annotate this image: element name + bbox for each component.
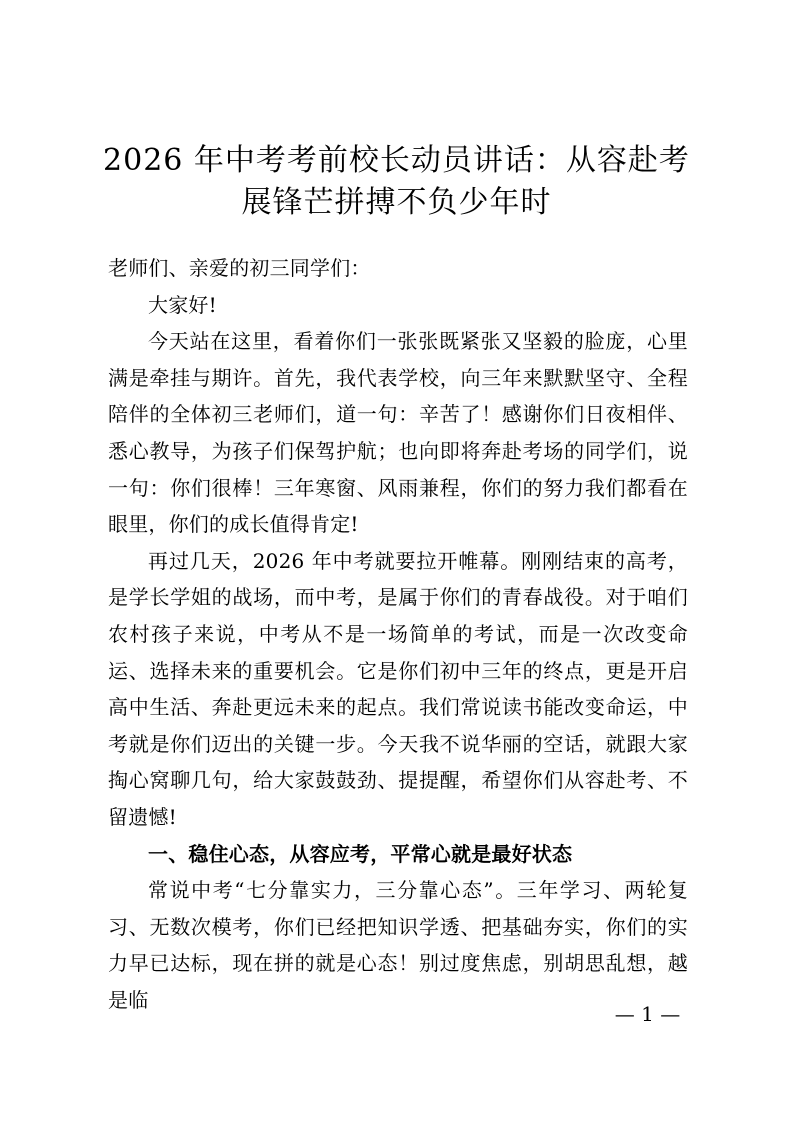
page-number: — 1 — xyxy=(614,1002,681,1026)
greeting: 大家好! xyxy=(148,292,217,317)
body-paragraph-2: 再过几天，2026 年中考就要拉开帷幕。刚刚结束的高考，是学长学姐的战场，而中考，是属于你们的青春战役。对于咱们农村孩子来说，中考从不是一场简单的考试，而是一次改变命运、选择未来的重要机会。它是你们初中三年的终点，更是开启高中生活、奔赴更远未来的起点。我们常说读书能改变命运，中考就是你们迈出的关键一步。今天我不说华丽的空话，就跟大家掏心窝聊几句，给大家鼓鼓劲、提提醒，希望你们从容赴考、不留遗憾! xyxy=(108,548,688,829)
title-line-1: 2026 年中考考前校长动员讲话：从容赴考 xyxy=(103,143,690,178)
section-paragraph: 常说中考“七分靠实力，三分靠心态”。三年学习、两轮复习、无数次模考，你们已经把知识学透、把基础夯实，你们的实力早已达标，现在拼的就是心态！别过度焦虑，别胡思乱想，越是临 xyxy=(108,878,688,1012)
body-paragraph-1: 今天站在这里，看着你们一张张既紧张又坚毅的脸庞，心里满是牵挂与期许。首先，我代表学校，向三年来默默坚守、全程陪伴的全体初三老师们，道一句：辛苦了！感谢你们日夜相伴、悉心教导，为孩子们保驾护航；也向即将奔赴考场的同学们，说一句：你们很棒！三年寒窗、风雨兼程，你们的努力我们都看在眼里，你们的成长值得肯定! xyxy=(108,329,688,537)
salutation: 老师们、亲爱的初三同学们： xyxy=(108,256,371,280)
section-heading: 一、稳住心态，从容应考，平常心就是最好状态 xyxy=(148,841,573,866)
document-title xyxy=(60,140,733,224)
document-body xyxy=(108,250,688,1018)
title-line-2: 展锋芒拼搏不负少年时 xyxy=(241,185,552,220)
